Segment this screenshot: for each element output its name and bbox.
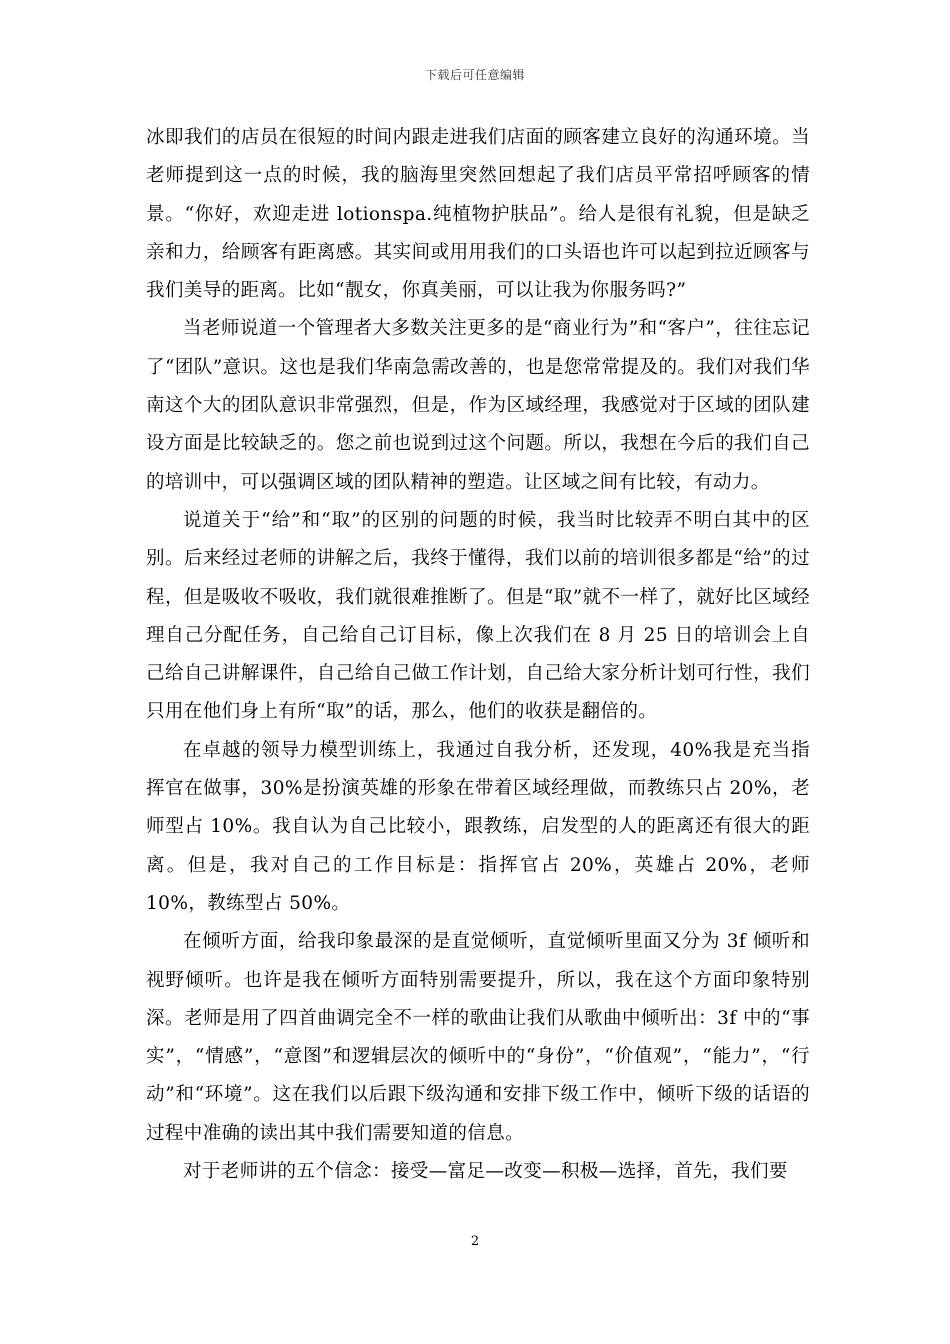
paragraph-2: 当老师说道一个管理者大多数关注更多的是“商业行为”和“客户”，往往忘记了“团队”意识。这也是我们华南急需改善的，也是您常常提及的。我们对我们华南这个大的团队意识非常强烈，但是，作为区域经理，我感觉对于区域的团队建设方面是比较缺乏的。您之前也说到过这个问题。所以，我想在今后的我们自己的培训中，可以强调区域的团队精神的塑造。让区域之间有比较，有动力。 [146,318,810,493]
paragraph-6: 对于老师讲的五个信念：接受—富足—改变—积极—选择，首先，我们要 [183,1161,788,1183]
paragraph-4: 在卓越的领导力模型训练上，我通过自我分析，还发现，40%我是充当指挥官在做事，30%是扮演英雄的形象在带着区域经理做，而教练只占 20%，老师型占 10%。我自认为自己比较小，跟教练，启发型的人的距离还有很大的距离。但是，我对自己的工作目标是：指挥官占 20%，英雄占 20%，老师 10%，教练型占 50%。 [146,739,810,914]
page-header: 下载后可任意编辑 [424,68,525,82]
paragraph-3: 说道关于“给”和“取”的区别的问题的时候，我当时比较弄不明白其中的区别。后来经过老师的讲解之后，我终于懂得，我们以前的培训很多都是“给”的过程，但是吸收不吸收，我们就很难推断了。但是“取”就不一样了，就好比区域经理自己分配任务，自己给自己订目标，像上次我们在 8 月 25 日的培训会上自己给自己讲解课件，自己给自己做工作计划，自己给大家分析计划可行性，我们只用在他们身上有所“取”的话，那么，他们的收获是翻倍的。 [146,509,810,723]
document-body [146,119,810,1191]
page-number: 2 [470,1234,480,1249]
paragraph-5: 在倾听方面，给我印象最深的是直觉倾听，直觉倾听里面又分为 3f 倾听和视野倾听。也许是我在倾听方面特别需要提升，所以，我在这个方面印象特别深。老师是用了四首曲调完全不一样的歌曲让我们从歌曲中倾听出：3f 中的“事实”，“情感”，“意图”和逻辑层次的倾听中的“身份”，“价值观”，“能力”，“行动”和“环境”。这在我们以后跟下级沟通和安排下级工作中，倾听下级的话语的过程中准确的读出其中我们需要知道的信息。 [146,931,810,1144]
paragraph-1: 冰即我们的店员在很短的时间内跟走进我们店面的顾客建立良好的沟通环境。当老师提到这一点的时候，我的脑海里突然回想起了我们店员平常招呼顾客的情景。“你好，欢迎走进 lotionspa.纯植物护肤品”。给人是很有礼貌，但是缺乏亲和力，给顾客有距离感。其实间或用用我们的口头语也许可以起到拉近顾客与我们美导的距离。比如“靓女，你真美丽，可以让我为你服务吗?” [146,127,810,302]
